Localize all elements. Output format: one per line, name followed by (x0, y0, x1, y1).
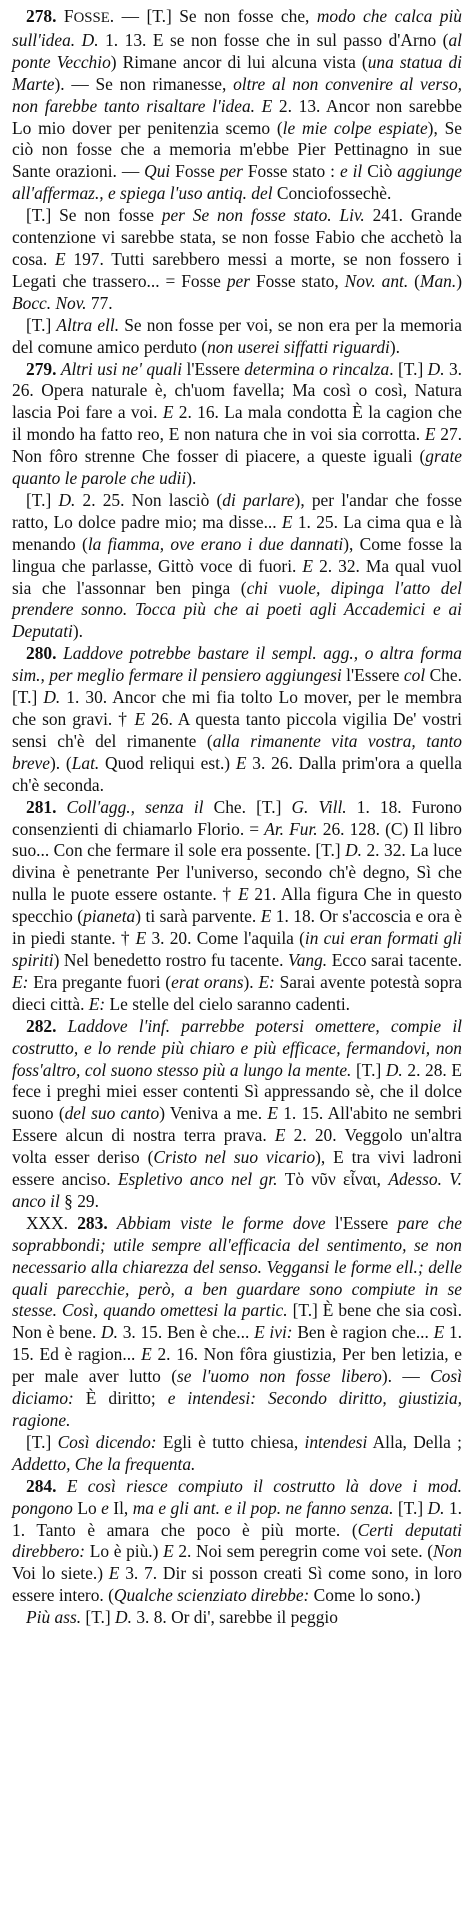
paragraph-281: 281. Coll'agg., senza il Che. [T.] G. Vill. 1. 18. Furono consenzienti di chiamarlo Florio. = Ar. Fur. 26. 128. (C) Il libro suo... Con che fermare il sole era possente. [T.] D. 2. 32. La luce divina è penetrante Per l'universo, secondo ch'è degno, Sì che nulla le puote essere ostante. † E 21. Alla figura Che in questo specchio (pianeta) ti sarà parvente. E 1. 18. Or s'accoscia e ora è in piedi stante. † E 3. 20. Come l'aquila (in cui eran formati gli spiriti) Nel benedetto rostro fu tacente. Vang. Ecco sarai tacente. E: Era pregante fuori (erat orans). E: Sarai avente potestà sopra dieci città. E: Le stelle del cielo saranno cadenti. (12, 796, 463, 1014)
paragraph-278: 278. FOSSE. — [T.] Se non fosse che, modo che calca più sull'idea. D. 1. 13. E se non fosse che in sul passo d'Arno (al ponte Vecchio) Rimane ancor di lui alcuna vista (una statua di Marte). — Se non rimanesse, oltre al non convenire al verso, non farebbe tanto risaltare l'idea. E 2. 13. Ancor non sarebbe Lo mio dover per penitenzia scemo (le mie colpe espiate), Se ciò non fosse che a memoria m'ebbe Pier Pettinagno in sue Sante orazioni. — Qui Fosse per Fosse stato : e il Ciò aggiunge all'affermaz., e spiega l'uso antiq. del Conciofossechè. (12, 6, 463, 204)
paragraph-piu-ass: Più ass. [T.] D. 3. 8. Or di', sarebbe il peggio (26, 1607, 338, 1628)
paragraph-280: 280. Laddove potrebbe bastare il sempl. agg., o altra forma sim., per meglio fermare il pensiero aggiungesi l'Essere col Che. [T.] D. 1. 30. Ancor che mi fia tolto Lo mover, per le membra che son gravi. † E 26. A questa tanto piccola vigilia De' vostri sensi ch'è del rimanente (alla rimanente vita vostra, tanto breve). (Lat. Quod reliqui est.) E 3. 26. Dalla prim'ora a quella ch'è seconda. (12, 643, 463, 795)
paragraph-278-liv: [T.] Se non fosse per Se non fosse stato. Liv. 241. Grande contenzione vi sarebbe stata, se non fosse Fabio che acchetò la cosa. E 197. Tutti sarebbero messi a morte, se non fossero i Legati che trassero... = Fosse per Fosse stato, Nov. ant. (Man.) Bocc. Nov. 77. (12, 205, 462, 313)
paragraph-284: 284. E così riesce compiuto il costrutto là dove i mod. pongono Lo e Il, ma e gli ant. e il pop. ne fanno senza. [T.] D. 1. 1. Tanto è amara che poco è più morte. (Certi deputati direbbero: Lo è più.) E 2. Noi sem peregrin come voi sete. (Non Voi lo siete.) E 3. 7. Dir si posson creati Sì come sono, in loro essere intero. (Qualche scienziato direbbe: Come lo sono.) (12, 1475, 463, 1606)
paragraph-279: 279. Altri usi ne' quali l'Essere determina o rincalza. [T.] D. 3. 26. Opera naturale è, ch'uom favella; Ma così o così, Natura lascia Poi fare a voi. E 2. 16. La mala condotta È la cagion che il mondo ha fatto reo, E non natura che in voi sia corrotta. E 27. Non fôro strenne Che fosser di piacere, a queste iguali (grate quanto le parole che udii). (12, 358, 462, 489)
paragraph-283-cosi-dicendo: [T.] Così dicendo: Egli è tutto chiesa, intendesi Alla, Della ; Addetto, Che la frequenta. (12, 1431, 462, 1474)
paragraph-282: 282. Laddove l'inf. parrebbe potersi omettere, compie il costrutto, e lo rende più chiaro e più efficace, fermandovi, non foss'altro, col suono stesso più a lungo la mente. [T.] D. 2. 28. E fece i preghi miei esser contenti Sì appressando sè, che il dolce suono (del suo canto) Veniva a me. E 1. 15. All'abito ne sembri Essere alcun di nostra terra prava. E 2. 20. Veggolo un'altra volta esser deriso (Cristo nel suo vicario), E tra vivi ladroni essere anciso. Espletivo anco nel gr. Τὸ νῦν εἶναι, Adesso. V. anco il § 29. (12, 1015, 462, 1211)
paragraph-278-altra-ell: [T.] Altra ell. Se non fosse per voi, se non era per la memoria del comune amico perduto (non userei siffatti riguardi). (12, 314, 463, 357)
paragraph-279-dante: [T.] D. 2. 25. Non lasciò (di parlare), per l'andar che fosse ratto, Lo dolce padre mio; ma disse... E 1. 25. La cima qua e là menando (la fiamma, ove erano i due dannati), Come fosse la lingua che parlasse, Gittò voce di fuori. E 2. 32. Ma qual vuol sia che l'assonnar ben pinga (chi vuole, dipinga l'atto del prendere sonno. Tocca più che ai poeti agli Accademici e ai Deputati). (12, 489, 463, 642)
paragraph-283: XXX. 283. Abbiam viste le forme dove l'Essere pare che soprabbondi; utile sempre all'efficacia del sentimento, se non necessario alla chiarezza del senso. Veggansi le forme ell.; delle quali parecchie, però, a ben guardare sono compiute in se stesse. Così, quando omettesi la partic. [T.] È bene che sia così. Non è bene. D. 3. 15. Ben è che... E ivi: Ben è ragion che... E 1. 15. Ed è ragion... E 2. 16. Non fôra giustizia, Per ben letizia, e per male aver lutto (se l'uomo non fosse libero). — Così diciamo: È diritto; e intendesi: Secondo diritto, giustizia, ragione. (12, 1212, 463, 1430)
